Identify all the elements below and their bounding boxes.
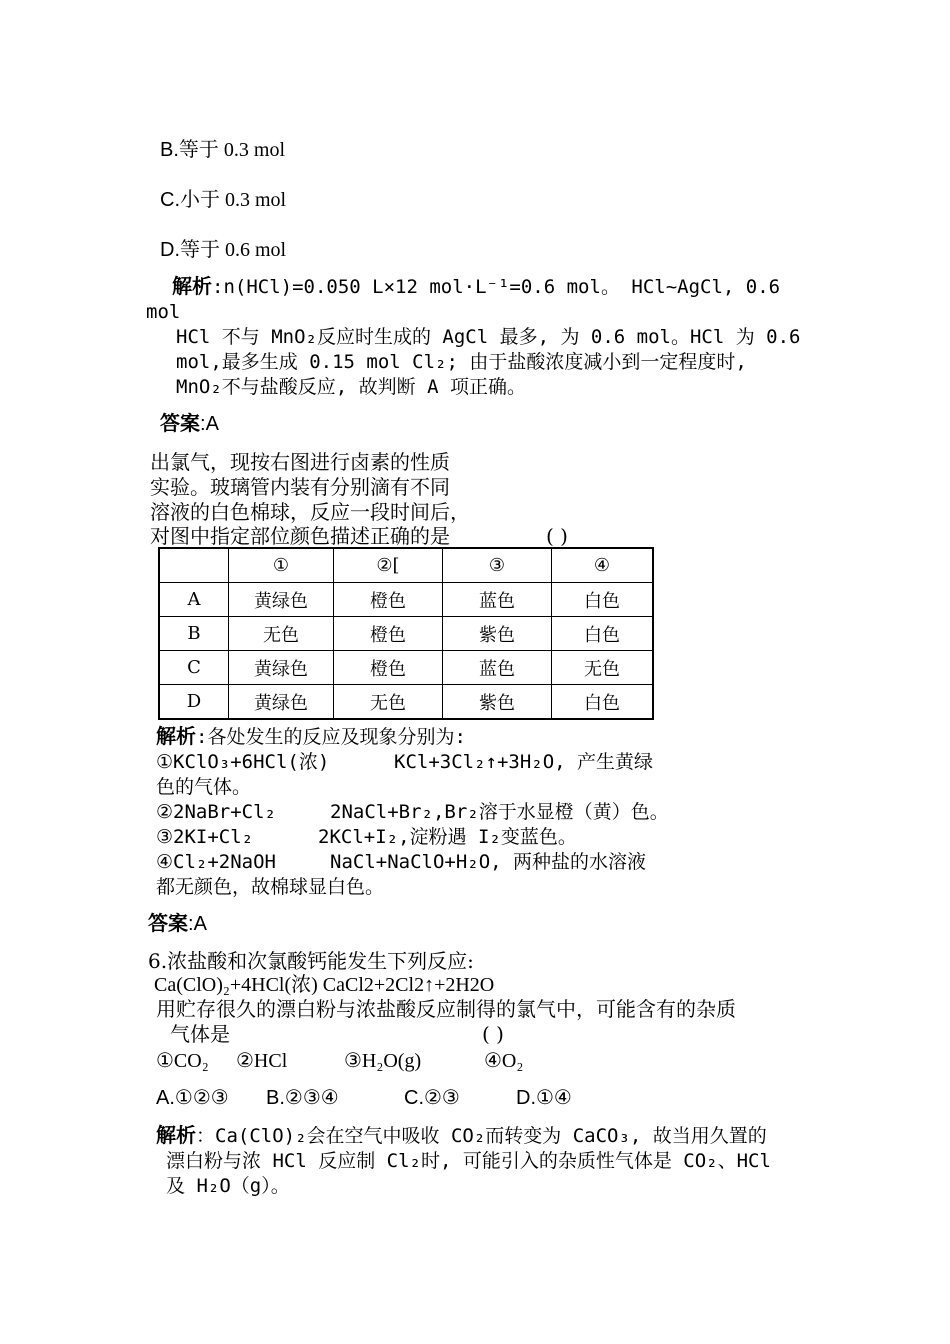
table-cell: 白色 — [552, 685, 654, 720]
table-cell: 橙色 — [334, 651, 443, 685]
analysis-q5-line4: MnO₂不与盐酸反应, 故判断 A 项正确。 — [176, 376, 526, 398]
table-cell: 蓝色 — [443, 651, 552, 685]
option-letter: D. — [160, 239, 180, 261]
table-row — [159, 651, 653, 685]
question6-item: ②HCl — [236, 1050, 288, 1072]
analysis-text: n(HCl)=0.050 L×12 mol·L⁻¹=0.6 mol。 HCl~AgCl, 0.6 — [223, 276, 781, 298]
table-header-cell: ① — [229, 548, 334, 583]
analysis-q6-line1 — [156, 1124, 767, 1148]
table-cell: 紫色 — [443, 617, 552, 651]
choice-a: A.①②③ — [156, 1087, 229, 1109]
question-line: 出氯气，现按右图进行卤素的性质 — [150, 450, 450, 474]
question6-title: 6.浓盐酸和次氯酸钙能发生下列反应: — [148, 949, 474, 973]
reaction-note: 色的气体。 — [156, 776, 252, 798]
table-cell: 无色 — [552, 651, 654, 685]
analysis-q5-line2: HCl 不与 MnO₂反应时生成的 AgCl 最多, 为 0.6 mol。HCl 为 0.6 — [176, 326, 801, 348]
table-header-cell: ③ — [443, 548, 552, 583]
table-row — [159, 617, 653, 651]
question-line: 对图中指定部位颜色描述正确的是 — [150, 524, 450, 548]
option-text: 等于 0.6 mol — [180, 239, 287, 261]
analysis-label: 解析 — [172, 276, 212, 298]
question6-item: ④O₂ — [484, 1050, 524, 1072]
answer-bracket: ( ) — [546, 524, 568, 548]
option-c — [160, 188, 286, 212]
analysis-q5-line3: mol,最多生成 0.15 mol Cl₂; 由于盐酸浓度减小到一定程度时, — [176, 351, 747, 373]
choice-b: B.②③④ — [266, 1087, 339, 1109]
reaction-left: ②2NaBr+Cl₂ — [156, 801, 276, 823]
table-cell: D — [159, 685, 229, 720]
table-cell: 白色 — [552, 583, 654, 617]
table-cell: C — [159, 651, 229, 685]
option-letter: C. — [160, 189, 180, 211]
answer-q5 — [160, 412, 219, 436]
answer-value: A — [193, 913, 207, 935]
reaction-right: KCl+3Cl₂↑+3H₂O, 产生黄绿 — [394, 751, 654, 773]
table-cell: 白色 — [552, 617, 654, 651]
answer-label: 答案 — [160, 413, 200, 435]
reaction-right: NaCl+NaClO+H₂O, 两种盐的水溶液 — [330, 851, 647, 873]
answer-label: 答案 — [148, 913, 188, 935]
answer-bracket: ( ) — [482, 1022, 504, 1046]
question-line: 溶液的白色棉球，反应一段时间后， — [150, 500, 470, 524]
reaction-left: ①KClO₃+6HCl(浓) — [156, 751, 330, 773]
table-cell: 无色 — [334, 685, 443, 720]
question6-line: 气体是 — [170, 1022, 230, 1046]
table-cell: 橙色 — [334, 583, 443, 617]
option-text: 等于 0.3 mol — [178, 139, 286, 161]
question-line: 实验。玻璃管内装有分别滴有不同 — [150, 475, 450, 499]
answer-q4 — [148, 912, 207, 936]
analysis-q4-head — [156, 725, 466, 749]
reaction-left: ③2KI+Cl₂ — [156, 826, 254, 848]
table-cell: 黄绿色 — [229, 685, 334, 720]
question6-item: ①CO₂ — [156, 1050, 209, 1072]
analysis-q5-line1b: mol — [146, 301, 181, 323]
choice-c: C.②③ — [404, 1087, 460, 1109]
analysis-sep: : — [212, 276, 224, 298]
table-cell: 黄绿色 — [229, 651, 334, 685]
analysis-q6-line2: 漂白粉与浓 HCl 反应制 Cl₂时, 可能引入的杂质性气体是 CO₂、HCl — [166, 1150, 771, 1172]
answer-sep: : — [200, 413, 206, 435]
table-header-row — [159, 548, 653, 583]
table-header-cell — [159, 548, 229, 583]
table-header-cell: ②[ — [334, 548, 443, 583]
option-d — [160, 238, 286, 262]
choice-d: D.①④ — [516, 1087, 572, 1109]
table-cell: A — [159, 583, 229, 617]
answer-sep: : — [188, 913, 194, 935]
analysis-q6-line3: 及 H₂O（g）。 — [166, 1175, 290, 1197]
answer-value: A — [205, 413, 219, 435]
reaction-right: 2KCl+I₂,淀粉遇 I₂变蓝色。 — [318, 826, 577, 848]
table-cell: 橙色 — [334, 617, 443, 651]
analysis-text: :各处发生的反应及现象分别为: — [196, 726, 466, 748]
question6-item: ③H₂O(g) — [344, 1050, 422, 1072]
analysis-q5-line1 — [172, 275, 780, 299]
reaction-left: ④Cl₂+2NaOH — [156, 851, 276, 873]
reaction-note: 都无颜色，故棉球显白色。 — [156, 876, 385, 898]
question6-line: 用贮存很久的漂白粉与浓盐酸反应制得的氯气中，可能含有的杂质 — [156, 997, 736, 1021]
option-letter: B. — [160, 139, 179, 161]
table-row — [159, 685, 653, 720]
table-cell: B — [159, 617, 229, 651]
color-table — [158, 547, 654, 720]
question6-equation: Ca(ClO)₂+4HCl(浓) CaCl2+2Cl2↑+2H2O — [154, 974, 495, 996]
table-header-cell: ④ — [552, 548, 654, 583]
table-cell: 黄绿色 — [229, 583, 334, 617]
option-text: 小于 0.3 mol — [180, 189, 287, 211]
table-cell: 无色 — [229, 617, 334, 651]
reaction-right: 2NaCl+Br₂,Br₂溶于水显橙（黄）色。 — [330, 801, 669, 823]
analysis-label: 解析 — [156, 1125, 196, 1147]
analysis-label: 解析 — [156, 726, 196, 748]
table-cell: 紫色 — [443, 685, 552, 720]
option-b — [160, 138, 285, 162]
table-cell: 蓝色 — [443, 583, 552, 617]
analysis-text: ：Ca(ClO)₂会在空气中吸收 CO₂而转变为 CaCO₃, 故当用久置的 — [196, 1125, 767, 1147]
table-row — [159, 583, 653, 617]
